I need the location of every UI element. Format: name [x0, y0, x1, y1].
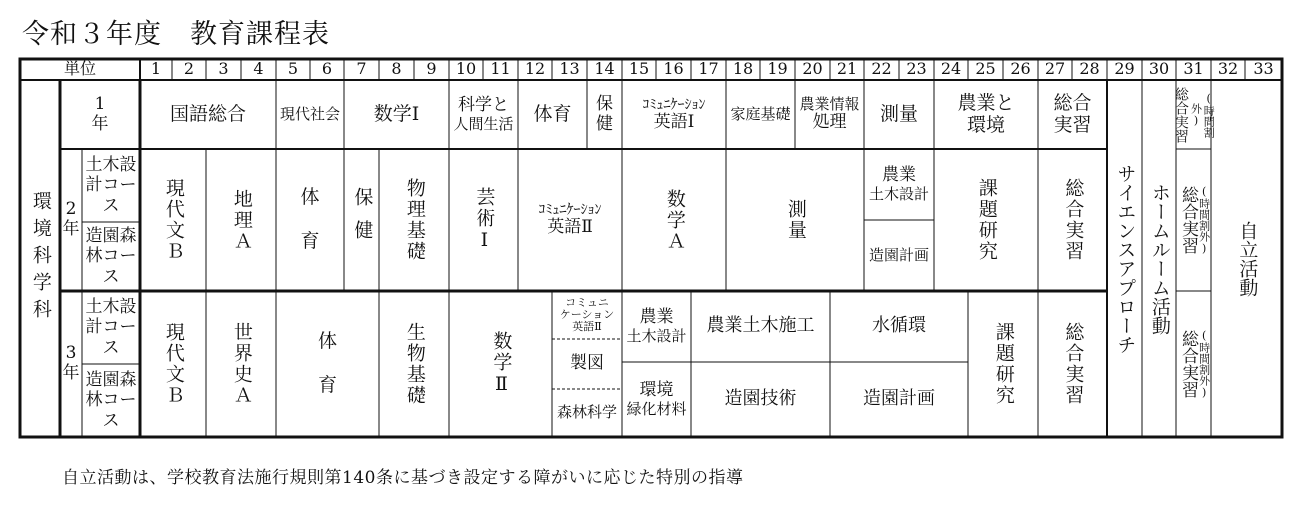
unit-number: 27 [1044, 59, 1066, 79]
year1-sogo-jikangai: 総合実習 (時間割外) [1172, 86, 1216, 143]
unit-number: 1 [150, 59, 162, 79]
subject-nogyo-doboku-seko: 農業土木施工 [706, 315, 815, 337]
unit-label: 単位 [63, 59, 96, 79]
subject-sogo-jisshu: 総合実習 [1062, 178, 1085, 262]
subject-taiiku: 体 育 [317, 330, 337, 396]
subject-kagaku-ningen: 科学と 人間生活 [453, 95, 514, 133]
unit-number: 16 [663, 59, 684, 79]
year2-label: 2 年 [62, 199, 80, 239]
unit-number: 13 [559, 59, 580, 79]
unit-number: 3 [218, 59, 229, 79]
subject-gendaibun-b: 現代文Ｂ [162, 178, 185, 262]
subject-zoen-gijutsu: 造園技術 [724, 388, 797, 410]
subject-sokuryo: 測量 [784, 199, 807, 241]
subject-zoen-keikaku: 造園計画 [868, 245, 929, 264]
subject-sogo-jisshu: 総合 実習 [1053, 91, 1092, 136]
unit-number: 23 [906, 59, 927, 79]
unit-number: 14 [594, 59, 615, 79]
year3-sogo-jikangai: 総合実習 (時間割外) [1177, 329, 1211, 399]
subject-chiri-a: 地理Ａ [230, 188, 253, 252]
course-doboku-sekkei: 土木設計コース [85, 296, 137, 358]
unit-number: 19 [767, 59, 788, 79]
subject-gendai-shakai: 現代社会 [279, 104, 340, 123]
department-label: 環境科学科 [29, 191, 52, 326]
course-zoen-shinrin: 造園森林コース [85, 225, 137, 287]
unit-number: 5 [287, 59, 299, 79]
subject-gendaibun-b: 現代文Ｂ [162, 322, 185, 406]
subject-nogyo-kankyo: 農業と 環境 [957, 91, 1015, 136]
subject-taiiku: 体育 [533, 102, 572, 125]
year2-sogo-jikangai: 総合実習 (時間割外) [1177, 185, 1211, 255]
subject-suijunkan: 水循環 [872, 315, 926, 337]
unit-number: 15 [628, 59, 650, 79]
subject-kankyo-ryokka-zairyo: 環境 緑化材料 [626, 380, 687, 418]
subject-taiiku: 体 育 [300, 186, 320, 252]
subject-hoken: 保 健 [596, 93, 613, 134]
unit-number: 20 [802, 59, 823, 79]
unit-number: 7 [356, 59, 367, 79]
subject-seibutsu-kiso: 生物基礎 [403, 322, 426, 406]
unit-number: 21 [836, 59, 858, 79]
unit-number: 10 [455, 59, 477, 79]
subject-seizu: 製図 [570, 353, 604, 374]
unit-number: 4 [253, 59, 264, 79]
unit-number: 9 [426, 59, 437, 79]
subject-sekaishi-a: 世界史Ａ [230, 322, 253, 406]
subject-sugaku2: 数学Ⅱ [490, 331, 513, 397]
curriculum-table [20, 59, 1282, 437]
unit-number: 8 [391, 59, 402, 79]
unit-number: 31 [1183, 59, 1204, 79]
unit-number: 17 [698, 59, 719, 79]
unit-number: 25 [975, 59, 996, 79]
subject-kadai-kenkyu: 課題研究 [992, 322, 1015, 406]
page-title: 令和３年度 教育課程表 [22, 19, 330, 50]
subject-kadai-kenkyu: 課題研究 [975, 178, 998, 262]
unit-number: 11 [490, 59, 511, 79]
subject-comm-english2: ｺﾐｭﾆｹｰｼｮﾝ 英語Ⅱ [538, 202, 602, 238]
subject-comm-english2: コミュニ ケーション 英語Ⅱ [559, 295, 615, 334]
unit-number: 30 [1148, 59, 1170, 79]
unit-number: 12 [524, 59, 546, 79]
unit-number: 32 [1217, 59, 1239, 79]
subject-nogyo-doboku-sekkei: 農業 土木設計 [868, 165, 929, 203]
subject-zoen-keikaku: 造園計画 [863, 388, 935, 410]
unit-number: 24 [940, 59, 962, 79]
unit-number: 28 [1079, 59, 1100, 79]
subject-kokugo-sogo: 国語総合 [169, 102, 246, 125]
course-doboku-sekkei: 土木設計コース [85, 154, 137, 216]
unit-number: 26 [1010, 59, 1031, 79]
subject-hoken: 保健 [351, 187, 374, 253]
unit-number: 22 [871, 59, 892, 79]
year1-label: 1 年 [91, 93, 109, 134]
jiritsu-katsudo: 自立活動 [1236, 220, 1259, 297]
subject-nogyo-joho: 農業情報 処理 [799, 95, 860, 133]
subject-katei-kiso: 家庭基礎 [730, 104, 791, 123]
subject-butsuri-kiso: 物理基礎 [403, 178, 426, 262]
course-zoen-shinrin: 造園森林コース [85, 369, 137, 431]
unit-number: 2 [183, 59, 195, 79]
footnote: 自立活動は、学校教育法施行規則第140条に基づき設定する障がいに応じた特別の指導 [62, 468, 744, 488]
subject-shinrin-kagaku: 森林科学 [556, 403, 617, 422]
unit-number: 29 [1114, 59, 1135, 79]
year3-label: 3 年 [62, 343, 80, 383]
subject-geijutsu: 芸術Ⅰ [473, 187, 496, 253]
subject-sugaku1: 数学Ⅰ [373, 102, 420, 125]
homeroom-activity: ホームルーム活動 [1148, 182, 1171, 335]
unit-number: 6 [321, 59, 333, 79]
subject-sokuryo: 測量 [879, 102, 918, 125]
subject-sogo-jisshu: 総合実習 [1062, 322, 1085, 406]
unit-number: 18 [732, 59, 754, 79]
subject-nogyo-doboku-sekkei: 農業 土木設計 [626, 307, 687, 345]
science-approach: サイエンスアプローチ [1114, 163, 1137, 354]
unit-number: 33 [1253, 59, 1274, 79]
subject-comm-english1: ｺﾐｭﾆｹｰｼｮﾝ 英語Ⅰ [642, 96, 706, 132]
subject-sugaku-a: 数学Ａ [663, 188, 686, 252]
